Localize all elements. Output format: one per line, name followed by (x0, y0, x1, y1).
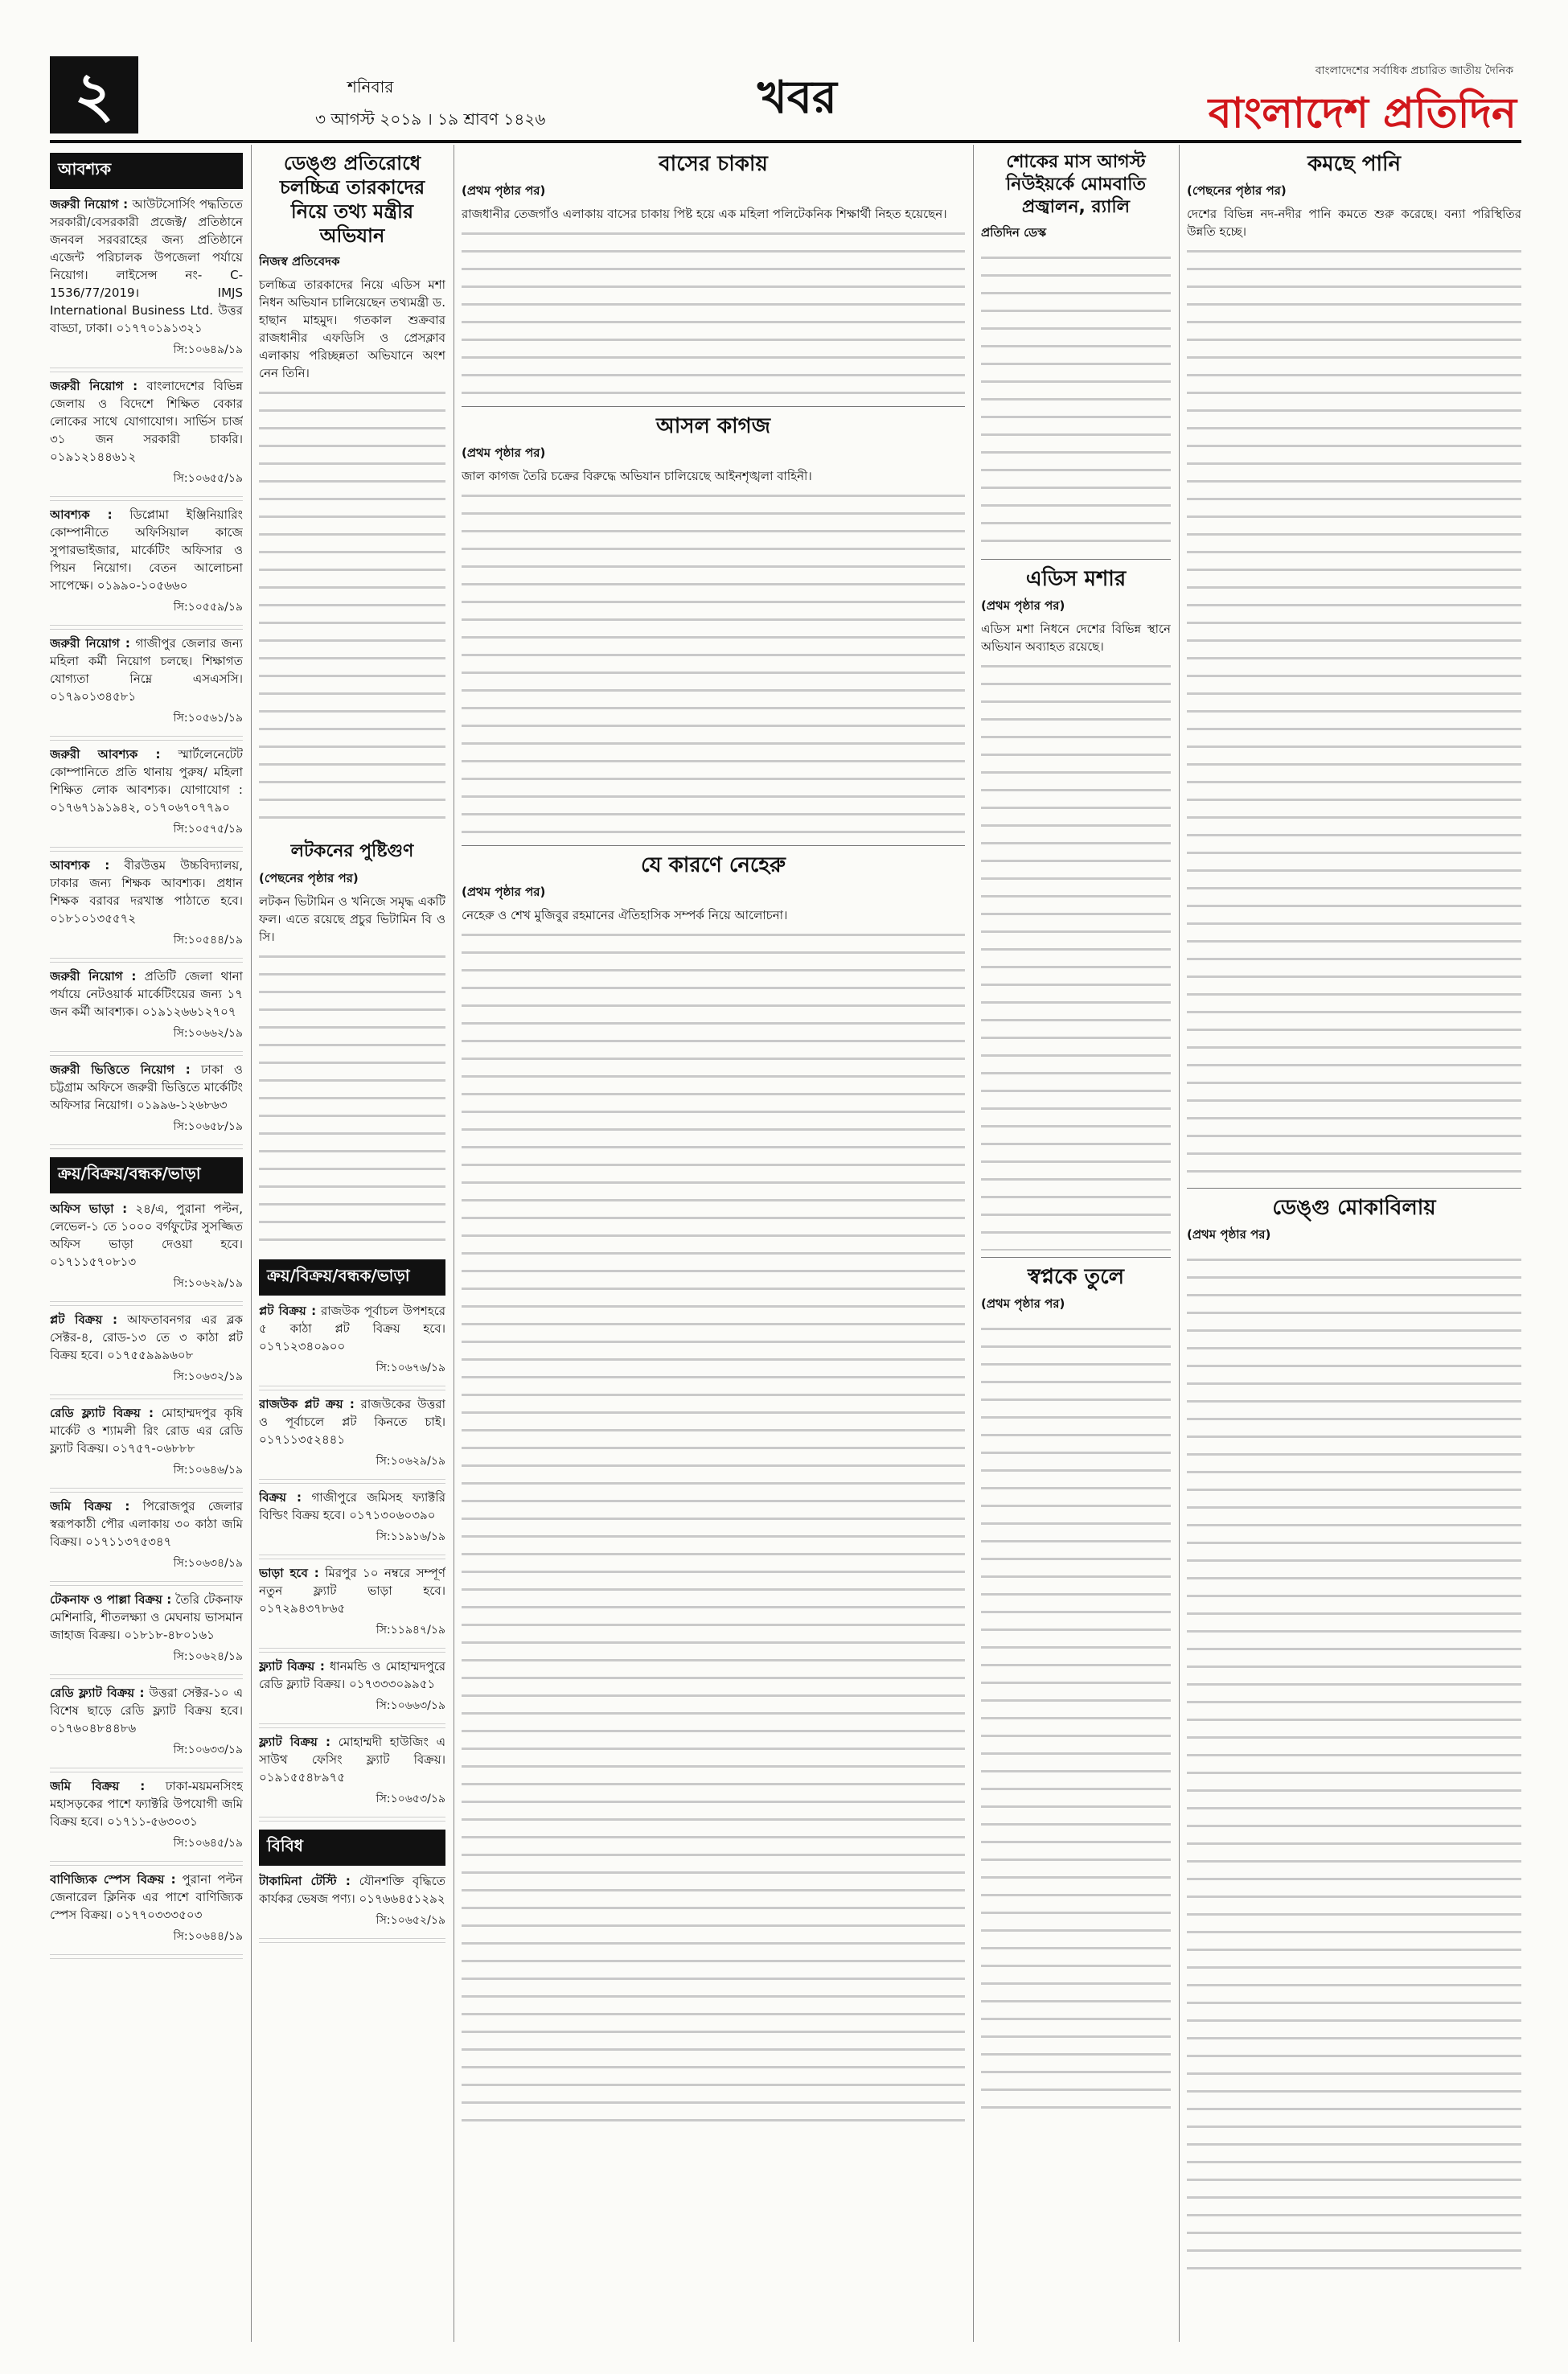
headline-new-york: শোকের মাস আগস্ট নিউইয়র্কে মোমবাতি প্রজ্বালন, র‌্যালি (1005, 152, 1147, 217)
classified-ad-title: প্লট বিক্রয় : (50, 1312, 117, 1327)
classified-ad (259, 1657, 445, 1728)
divider (50, 1764, 243, 1772)
classified-ad (259, 1395, 445, 1484)
headline-bus: বাসের চাকায় (659, 152, 768, 176)
classified-ad (50, 1200, 243, 1306)
divider (50, 1858, 243, 1866)
classified-ad-title: টাকামিনা টেস্টি : (259, 1874, 351, 1888)
classified-ad-text (50, 506, 243, 594)
divider (50, 1048, 243, 1056)
headline-dream: স্বপ্নকে তুলে (1028, 1265, 1124, 1289)
classified-heading: ক্রয়/বিক্রয়/বন্ধক/ভাড়া (259, 1259, 445, 1296)
divider (259, 1551, 445, 1559)
masthead (50, 51, 1521, 143)
column-divider (1179, 145, 1180, 2342)
divider (462, 845, 965, 846)
article-body (259, 946, 445, 1251)
classified-ad-title: রাজউক প্লট ক্রয় : (259, 1397, 355, 1411)
classified-ad-text (50, 1684, 243, 1737)
divider (259, 1645, 445, 1653)
classified-ad-code: সি:১০৫৫৯/১৯ (173, 601, 243, 614)
classified-ad (259, 1872, 445, 1943)
classified-ad-text (50, 856, 243, 927)
divider (50, 1298, 243, 1306)
article-text: এডিস মশা নিধনে দেশের বিভিন্ন স্থানে অভিযান অব্যাহত রয়েছে। (981, 622, 1171, 654)
classified-ad-title: আবশ্যক : (50, 507, 113, 522)
classified-ad-code: সি:১১৯৪৭/১৯ (376, 1624, 445, 1637)
classified-ad-text (50, 377, 243, 466)
classified-ad (50, 1311, 243, 1399)
classified-ad-code: সি:১০৬২৪/১৯ (173, 1650, 243, 1663)
divider (50, 955, 243, 963)
classified-ad-title: জরুরী নিয়োগ : (50, 379, 138, 393)
classified-ad (50, 745, 243, 852)
classified-ad-body: মোহাম্মদী হাউজিং এ সাউথ ফেসিং ফ্ল্যাট বিক্রয়। ০১৯১৫৫৪৮৯৭৫ (259, 1735, 445, 1785)
classified-ad-title: জরুরী নিয়োগ : (50, 197, 129, 212)
news-column-2 (259, 145, 445, 2342)
classified-ad-code: সি:১০৬৫২/১৯ (376, 1914, 445, 1927)
classified-list (259, 1302, 445, 1822)
article-text: লটকন ভিটামিন ও খনিজে সমৃদ্ধ একটি ফল। এতে রয়েছে প্রচুর ভিটামিন বি ও সি। (259, 894, 445, 944)
byline: নিজস্ব প্রতিবেদক (259, 254, 340, 269)
classified-ad-title: জমি বিক্রয় : (50, 1499, 130, 1514)
article-body (981, 1318, 1171, 2122)
classified-ad-body: গাজীপুরে জমিসহ ফ্যাক্টরি বিল্ডিং বিক্রয় হবে। ০১৭১৩০৬০৩৯০ (259, 1490, 445, 1522)
article-text: নেহেরু ও শেখ মুজিবুর রহমানের ঐতিহাসিক সম্পর্ক নিয়ে আলোচনা। (462, 908, 788, 922)
article-body (462, 924, 965, 2130)
classified-ad-code: সি:১০৬৪৪/১৯ (173, 1930, 243, 1943)
classified-ad-text (50, 1871, 243, 1924)
brand-tagline: বাংলাদেশের সর্বাধিক প্রচারিত জাতীয় দৈনিক (1315, 64, 1513, 77)
classified-ad-code: সি:১০৫৭৫/১৯ (173, 823, 243, 836)
classified-ad (50, 967, 243, 1056)
divider (1187, 1188, 1521, 1189)
classified-ad-text (50, 1311, 243, 1364)
classified-ad-title: রেডি ফ্ল্যাট বিক্রয় : (50, 1406, 154, 1420)
kicker: (প্রথম পৃষ্ঠার পর) (1187, 1227, 1271, 1242)
classified-ad-text (50, 1404, 243, 1457)
classified-ad-text (50, 1497, 243, 1550)
classified-ad-body: ঢাকা ও চট্টগ্রাম অফিসে জরুরী ভিত্তিতে মার্কেটিং অফিসার নিয়োগ। ০১৯৯৬-১২৬৮৬৩ (50, 1062, 243, 1112)
kicker: (প্রথম পৃষ্ঠার পর) (462, 446, 546, 460)
classified-ad-text (259, 1564, 445, 1617)
news-column-3 (462, 145, 965, 2342)
classified-ad-code: সি:১০৬৬৩/১৯ (376, 1699, 445, 1712)
brand-name: বাংলাদেশ প্রতিদিন (1208, 89, 1517, 138)
headline-fake-paper: আসল কাগজ (656, 414, 770, 438)
classified-ad (50, 506, 243, 630)
news-column-5 (1187, 145, 1521, 2342)
classified-ad-text (259, 1489, 445, 1524)
classified-ad-text (50, 967, 243, 1021)
classified-ad-body: রাজউকের উত্তরা ও পূর্বাচলে প্লট কিনতে চাই। ০১৭১১৩৫২৪৪১ (259, 1397, 445, 1447)
classified-ad (50, 635, 243, 741)
classified-ad-code: সি:১১৯১৬/১৯ (376, 1530, 445, 1543)
divider (50, 1391, 243, 1399)
divider (50, 1485, 243, 1493)
byline: প্রতিদিন ডেস্ক (981, 225, 1047, 240)
brand-logo (1168, 51, 1521, 138)
classified-ad-code: সি:১০৬৭৬/১৯ (376, 1362, 445, 1374)
classified-ad-text (259, 1302, 445, 1355)
article-body (981, 655, 1171, 1251)
page-number: ২ (50, 56, 138, 133)
classified-ad-title: ভাড়া হবে : (259, 1566, 319, 1580)
divider (50, 733, 243, 741)
classified-ad-body: বাংলাদেশের বিভিন্ন জেলায় ও বিদেশে শিক্ষিত বেকার লোকের সাথে যোগাযোগ। সার্ভিস চার্জ ৩১ জন সরকারী চাকরি। ০১৯১২১৪৪৬১২ (50, 379, 243, 464)
classified-ad (259, 1489, 445, 1559)
classified-ad-text (50, 1777, 243, 1830)
classified-heading-misc: বিবিধ (259, 1830, 445, 1866)
classified-ad (50, 1591, 243, 1679)
classified-ad-title: বিক্রয় : (259, 1490, 302, 1505)
classified-ad-code: সি:১০৬২৯/১৯ (376, 1455, 445, 1468)
classified-ad (50, 1777, 243, 1866)
classified-ad (50, 195, 243, 372)
classified-ad-text (259, 1872, 445, 1908)
article-text: দেশের বিভিন্ন নদ-নদীর পানি কমতে শুরু করেছে। বন্যা পরিস্থিতির উন্নতি হচ্ছে। (1187, 207, 1521, 239)
classified-ad-text (50, 635, 243, 705)
classified-ad-body: বীরউত্তম উচ্চবিদ্যালয়, ঢাকার জন্য শিক্ষক আবশ্যক। প্রধান শিক্ষক বরাবর দরখাস্ত পাঠাতে হবে। ০১৮১০১৩৫৫৭২ (50, 858, 243, 926)
headline-nehru: যে কারণে নেহেরু (641, 853, 786, 877)
classified-list-jobs (50, 195, 243, 1149)
classified-ad-code: সি:১০৫৬১/১৯ (173, 712, 243, 725)
article-body (462, 485, 965, 839)
column-divider (973, 145, 974, 2342)
divider (50, 1578, 243, 1586)
classified-ad-body: ঢাকা-ময়মনসিংহ মহাসড়কের পাশে ফ্যাক্টরি উপযোগী জমি বিক্রয় হবে। ০১৭১১-৫৬৩০৩১ (50, 1779, 243, 1829)
classified-ad-body: পিরোজপুর জেলার স্বরূপকাঠী পৌর এলাকায় ৩০ কাঠা জমি বিক্রয়। ০১৭১১৩৭৫৩৪৭ (50, 1499, 243, 1549)
headline-water: কমছে পানি (1307, 152, 1402, 176)
classified-ad-body: ২৪/এ, পুরানা পল্টন, লেভেল-১ তে ১০০০ বর্গফুটের সুসজ্জিত অফিস ভাড়া দেওয়া হবে। ০১৭১১৫৭০৮১৩ (50, 1201, 243, 1269)
divider (259, 1813, 445, 1822)
classified-ad-body: মোহাম্মদপুর কৃষি মার্কেট ও শ্যামলী রিং রোড এর রেডি ফ্ল্যাট বিক্রয়। ০১৭৫৭-০৬৮৮৮ (50, 1406, 243, 1456)
classified-ad-text (50, 1591, 243, 1644)
classified-ad-text (50, 1200, 243, 1271)
classified-ad-text (50, 195, 243, 337)
classified-ad-title: বাণিজ্যিক স্পেস বিক্রয় : (50, 1872, 176, 1887)
kicker: (প্রথম পৃষ্ঠার পর) (981, 1296, 1065, 1311)
classified-ad-code: সি:১০৬৪৫/১৯ (173, 1837, 243, 1850)
classifieds-column (50, 145, 243, 2342)
classified-ad (50, 377, 243, 501)
divider (50, 364, 243, 372)
classified-ad-title: আবশ্যক : (50, 858, 110, 873)
classified-ad-title: ফ্ল্যাট বিক্রয় : (259, 1735, 331, 1749)
classified-ad-title: জরুরী ভিত্তিতে নিয়োগ : (50, 1062, 191, 1077)
headline-dengue: ডেঙ্গু মোকাবিলায় (1272, 1196, 1436, 1220)
classified-ad-title: প্লট বিক্রয় : (259, 1304, 317, 1318)
classified-ad-body: উত্তরা সেক্টর-১০ এ বিশেষ ছাড়ে রেডি ফ্ল্যাট বিক্রয় হবে। ০১৭৬০৪৮৪৪৮৬ (50, 1686, 243, 1735)
classified-ad-title: জমি বিক্রয় : (50, 1779, 146, 1793)
classified-ad-code: সি:১০৬৪৯/১৯ (173, 343, 243, 356)
article-lead: চলচ্চিত্র তারকাদের নিয়ে এডিস মশা নিধন অভিযান চালিয়েছেন তথ্যমন্ত্রী ড. হাছান মাহমুদ। গতকাল শুক্রবার রাজধানীর এফডিসি ও প্রেসক্লাব এলাকায় পরিচ্ছন্নতা অভিযানে অংশ নেন তিনি। (259, 277, 445, 380)
divider (50, 622, 243, 630)
classified-ad-code: সি:১০৬৫৩/১৯ (376, 1793, 445, 1805)
classified-ad (50, 1404, 243, 1493)
classified-ad-code: সি:১০৬৩৩/১৯ (173, 1744, 243, 1756)
classified-ad-code: সি:১০৫৪৪/১৯ (173, 934, 243, 947)
divider (259, 1476, 445, 1484)
article-body (462, 223, 965, 400)
headline-dengue-film: ডেঙ্গু প্রতিরোধে চলচ্চিত্র তারকাদের নিয়ে তথ্য মন্ত্রীর অভিযান (279, 152, 425, 247)
divider (462, 406, 965, 407)
classified-list-sale (50, 1200, 243, 1959)
classified-ad (50, 1497, 243, 1586)
classified-ad-text (259, 1657, 445, 1693)
divider (981, 559, 1171, 560)
classified-ad-title: অফিস ভাড়া : (50, 1201, 128, 1216)
headline-aedes: এডিস মশার (1025, 567, 1127, 591)
classified-ad-title: জরুরী নিয়োগ : (50, 969, 137, 984)
classified-ad-body: পুরানা পল্টন জেনারেল ক্লিনিক এর পাশে বাণিজ্যিক স্পেস বিক্রয়। ০১৭৭০৩৩৩৫০৩ (50, 1872, 243, 1922)
classified-ad-title: জরুরী নিয়োগ : (50, 636, 130, 651)
classified-ad-code: সি:১০৬৫৫/১৯ (173, 472, 243, 485)
classified-ad (50, 1061, 243, 1149)
masthead-day: শনিবার (347, 77, 394, 97)
classified-ad-body: গাজীপুর জেলার জন্য মহিলা কর্মী নিয়োগ চলছে। শিক্ষাগত যোগ্যতা নিম্নে এসএসসি। ০১৭৯০১৩৪৫৮১ (50, 636, 243, 704)
classified-ad-text (259, 1395, 445, 1448)
section-title: খবর (757, 71, 837, 124)
article-body (259, 382, 445, 832)
classified-ad-code: সি:১০৬৫৮/১৯ (173, 1120, 243, 1133)
divider (50, 493, 243, 501)
divider (259, 1935, 445, 1943)
classified-ad-title: ফ্ল্যাট বিক্রয় : (259, 1659, 325, 1674)
kicker: (পেছনের পৃষ্ঠার পর) (259, 871, 359, 885)
classified-ad-code: সি:১০৬৩২/১৯ (173, 1370, 243, 1383)
classified-ad (50, 856, 243, 963)
classified-ad-text (50, 745, 243, 816)
kicker: (পেছনের পৃষ্ঠার পর) (1187, 183, 1287, 198)
divider (259, 1382, 445, 1390)
article-body (1187, 1249, 1521, 2278)
news-column-4 (981, 145, 1171, 2342)
classified-ad-body: আফতাবনগর এর ব্লক সেক্টর-৪, রোড-১৩ তে ৩ কাঠা প্লট বিক্রয় হবে। ০১৭৫৫৯৯৯৬০৮ (50, 1312, 243, 1362)
divider (50, 1951, 243, 1959)
divider (259, 1720, 445, 1728)
classified-ad (50, 1684, 243, 1772)
divider (50, 1141, 243, 1149)
classified-ad (259, 1733, 445, 1822)
classified-heading-jobs: আবশ্যক (50, 153, 243, 189)
article-text: রাজধানীর তেজগাঁও এলাকায় বাসের চাকায় পিষ্ট হয়ে এক মহিলা পলিটেকনিক শিক্ষার্থী নিহত হয়েছেন। (462, 207, 947, 221)
classified-ad-body: তৈরি টেকনাফ মেশিনারি, শীতলক্ষ্যা ও মেঘনায় ভাসমান জাহাজ বিক্রয়। ০১৮১৮-৪৮০১৬১ (50, 1592, 243, 1642)
classified-ad-title: জরুরী আবশ্যক : (50, 747, 161, 762)
classified-ad (259, 1302, 445, 1390)
divider (981, 1257, 1171, 1258)
classified-ad-body: ডিপ্লোমা ইঞ্জিনিয়ারিং কোম্পানীতে অফিসিয়াল কাজে সুপারভাইজার, মার্কেটিং অফিসার ও পিয়ন নিয়োগ। বেতন আলোচনা সাপেক্ষে। ০১৯৯০-১০৫৬৬০ (50, 507, 243, 593)
classified-ad-text (259, 1733, 445, 1786)
classified-ad-code: সি:১০৬২৯/১৯ (173, 1277, 243, 1290)
classified-ad-body: স্মার্টলেনেটেট কোম্পানিতে প্রতি থানায় পুরুষ/ মহিলা শিক্ষিত লোক আবশ্যক। যোগাযোগ : ০১৭৬৭১৯১৯৪২, ০১৭০৬৭০৭৭৯০ (50, 747, 243, 815)
classified-ad-code: সি:১০৬৪৬/১৯ (173, 1464, 243, 1477)
classified-ad-body: আউটসোর্সিং পদ্ধতিতে সরকারী/বেসরকারী প্রজেক্ট/ প্রতিষ্ঠানে জনবল সরবরাহের জন্য প্রতিষ্ঠানে এজেন্ট পরিচালক উপজেলা পর্যায়ে নিয়োগ। লাইসেন্স নং- C-1536/77/2019। IMJS International Business Ltd. উত্তর বাড্ডা, ঢাকা। ০১৭৭০১৯১৩২১ (50, 197, 243, 335)
divider (50, 844, 243, 852)
kicker: (প্রথম পৃষ্ঠার পর) (462, 885, 546, 899)
kicker: (প্রথম পৃষ্ঠার পর) (981, 598, 1065, 613)
classified-ad-body: মিরপুর ১০ নম্বরে সম্পূর্ণ নতুন ফ্ল্যাট ভাড়া হবে। ০১৭২৯৪৩৭৮৬৫ (259, 1566, 445, 1616)
classified-list-misc (259, 1872, 445, 1943)
classified-ad-title: রেডি ফ্ল্যাট বিক্রয় : (50, 1686, 145, 1700)
kicker: (প্রথম পৃষ্ঠার পর) (462, 183, 546, 198)
classified-ad-body: যৌনশক্তি বৃদ্ধিতে কার্যকর ভেষজ পণ্য। ০১৭৬৬৪৫১২৯২ (259, 1874, 445, 1906)
headline-lotkon: লটকনের পুষ্টিগুণ (290, 841, 414, 861)
classified-ad (50, 1871, 243, 1959)
classified-heading-sale: ক্রয়/বিক্রয়/বন্ধক/ভাড়া (50, 1157, 243, 1193)
classified-ad-body: রাজউক পূর্বাচল উপশহরে ৫ কাঠা প্লট বিক্রয় হবে। ০১৭১২৩৪০৯০০ (259, 1304, 445, 1353)
article-body (1187, 240, 1521, 1181)
classified-ad-text (50, 1061, 243, 1114)
classified-ad (259, 1564, 445, 1653)
classified-ad-code: সি:১০৬৬২/১৯ (173, 1027, 243, 1040)
article-body (981, 247, 1171, 552)
classified-ad-body: ধানমন্ডি ও মোহাম্মদপুরে রেডি ফ্ল্যাট বিক্রয়। ০১৭৩৩৩০৯৯৫১ (259, 1659, 445, 1691)
classified-ad-title: টেকনাফ ও পাল্লা বিক্রয় : (50, 1592, 172, 1607)
divider (50, 1671, 243, 1679)
classified-ad-body: প্রতিটি জেলা থানা পর্যায়ে নেটওয়ার্ক মার্কেটিংয়ের জন্য ১৭ জন কর্মী আবশ্যক। ০১৯১২৬৬১২৭০৭ (50, 969, 243, 1019)
column-divider (251, 145, 252, 2342)
classified-ad-code: সি:১০৬৩৪/১৯ (173, 1557, 243, 1570)
article-text: জাল কাগজ তৈরি চক্রের বিরুদ্ধে অভিযান চালিয়েছে আইনশৃঙ্খলা বাহিনী। (462, 469, 812, 483)
masthead-date: ৩ আগস্ট ২০১৯ । ১৯ শ্রাবণ ১৪২৬ (315, 109, 546, 129)
